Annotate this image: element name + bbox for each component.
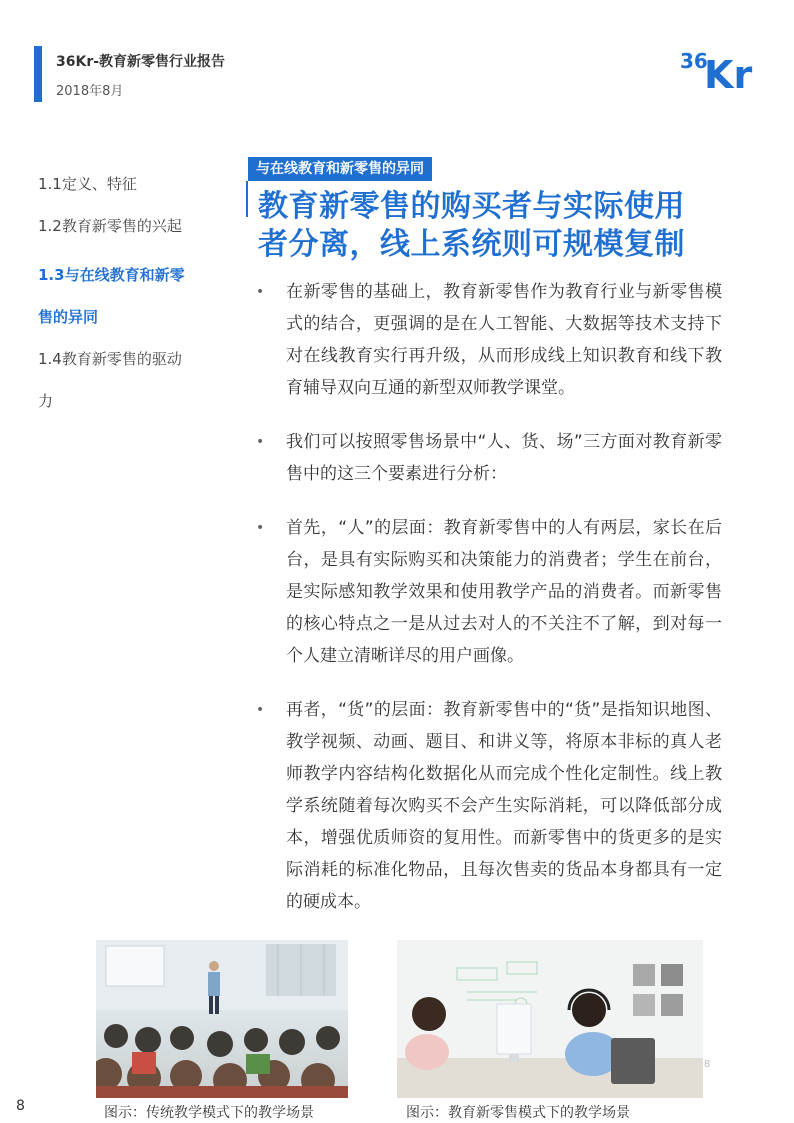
toc-item-differences-line-2: 售的异同 xyxy=(38,308,99,326)
bullet-item xyxy=(252,426,722,490)
toc-item-definition[interactable]: 1.1定义、特征 xyxy=(38,175,137,193)
bullet-item xyxy=(252,694,722,918)
bullet-dot-icon: • xyxy=(256,434,265,450)
header-accent-bar xyxy=(34,46,42,102)
bullet-text: 再者，“货”的层面：教育新零售中的“货”是指知识地图、教学视频、动画、题目、和讲义等，将原本非标的真人老师教学内容结构化数据化从而完成个性化定制性。线上教学系统随着每次购买不会产生实际消耗，可以降低部分成本，增强优质师资的复用性。而新零售中的货更多的是实际消耗的标准化物品，且每次售卖的货品本身都具有一定的硬成本。 xyxy=(286,700,722,912)
report-title: 36Kr-教育新零售行业报告 xyxy=(56,54,226,70)
bullet-dot-icon: • xyxy=(256,520,265,536)
toc-item-drivers[interactable] xyxy=(38,338,218,422)
bullet-item xyxy=(252,276,722,404)
headline-line-1: 教育新零售的购买者与实际使用 xyxy=(258,189,685,224)
headline-line-2: 者分离，线上系统则可规模复制 xyxy=(258,227,685,262)
figure-caption-traditional: 图示：传统教学模式下的教学场景 xyxy=(104,1105,314,1121)
online-learning-illustration xyxy=(397,940,703,1098)
report-date: 2018年8月 xyxy=(56,84,124,99)
bullet-text: 我们可以按照零售场景中“人、货、场”三方面对教育新零售中的这三个要素进行分析： xyxy=(286,432,722,484)
bullet-dot-icon: • xyxy=(256,702,265,718)
figure-caption-new-retail: 图示：教育新零售模式下的教学场景 xyxy=(406,1105,630,1121)
page-number: 8 xyxy=(16,1098,25,1114)
bullet-item xyxy=(252,512,722,672)
traditional-classroom-photo xyxy=(96,940,348,1098)
bullet-text: 首先，“人”的层面：教育新零售中的人有两层，家长在后台，是具有实际购买和决策能力的消费者；学生在前台，是实际感知教学效果和使用教学产品的消费者。而新零售的核心特点之一是从过去对人的不关注不了解，到对每一个人建立清晰详尽的用户画像。 xyxy=(286,518,722,666)
faint-page-marker: 8 xyxy=(704,1059,711,1070)
toc-item-differences-line-1: 1.3与在线教育和新零 xyxy=(38,266,185,284)
toc-item-drivers-line-1: 1.4教育新零售的驱动 xyxy=(38,350,182,368)
section-headline xyxy=(258,188,728,264)
section-tag-rule xyxy=(246,181,248,217)
toc-item-differences[interactable] xyxy=(38,254,218,338)
toc-item-drivers-line-2: 力 xyxy=(38,392,54,410)
toc-item-rise[interactable]: 1.2教育新零售的兴起 xyxy=(38,217,182,235)
table-of-contents xyxy=(38,170,218,422)
new-retail-classroom-photo xyxy=(397,940,703,1098)
36kr-logo xyxy=(678,44,764,92)
section-tag: 与在线教育和新零售的异同 xyxy=(248,157,432,181)
bullet-text: 在新零售的基础上，教育新零售作为教育行业与新零售模式的结合，更强调的是在人工智能、大数据等技术支持下对在线教育实行再升级，从而形成线上知识教育和线下教育辅导双向互通的新型双师教学课堂。 xyxy=(286,282,722,398)
svg-text:36: 36 xyxy=(680,49,708,73)
body-bullet-list xyxy=(252,276,722,940)
bullet-dot-icon: • xyxy=(256,284,265,300)
classroom-illustration xyxy=(96,940,348,1098)
svg-text:Kr: Kr xyxy=(704,53,753,92)
